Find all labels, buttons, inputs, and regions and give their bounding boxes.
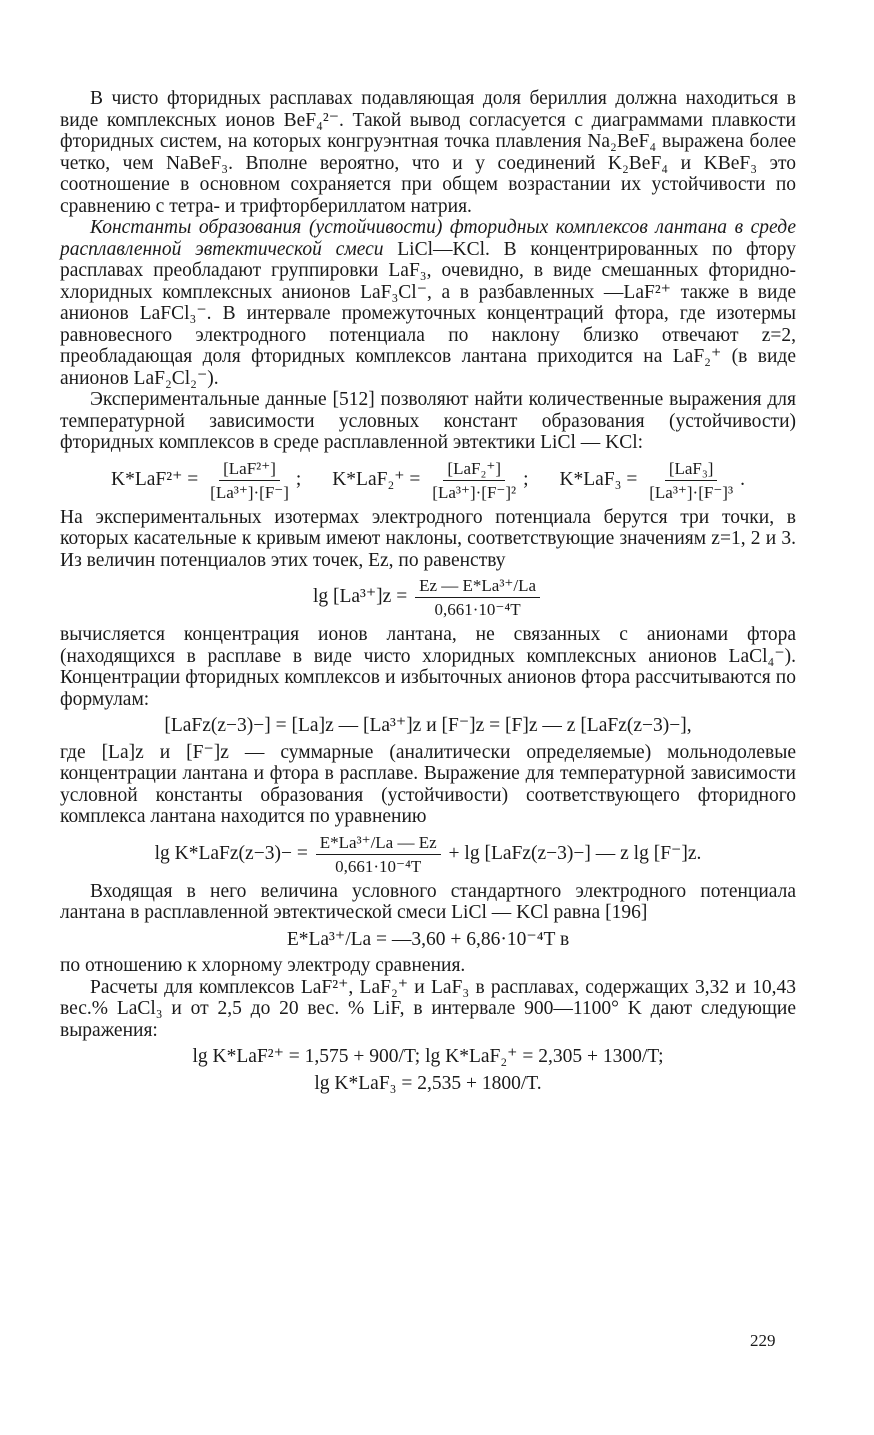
italic-heading: Константы образования (устойчивости) фторидных комплексов лантана в среде расплавленной эвтектической смеси [60, 217, 796, 260]
equation-complex-concentration: [LaFz(z−3)−] = [La]z — [La³⁺]z и [F⁻]z = [F]z — z [LaFz(z−3)−], [164, 715, 692, 736]
fraction-denominator: [La³⁺]·[F⁻]² [432, 482, 517, 502]
equation-lgK [60, 833, 796, 876]
equation-results-1: lg K*LaF²⁺ = 1,575 + 900/T; lg K*LaF₂⁺ = 2,305 + 1300/T; [192, 1046, 664, 1067]
fraction-numerator: Ez — E*La³⁺/La [415, 576, 540, 598]
paragraph-text: LiCl—KCl. В концентрированных по фтору расплавах преобладают группировки LaF₃, очевидно, в виде смешанных фторидно-хлоридных комплексных анионов LaF₃Cl⁻, а в разбавленных —LaF²⁺ также в виде анионов LaFCl₃⁻. В интервале промежуточных концентраций фтора, где изотермы равновесного электродного потенциала по наклону близко отвечают z=2, преобладающая доля фторидных комплексов лантана приходится на LaF₂⁺ (в виде анионов LaF₂Cl₂⁻). [60, 238, 796, 389]
equation-standard-potential: E*La³⁺/La = —3,60 + 6,86·10⁻⁴T в [286, 928, 570, 950]
fraction-denominator: [La³⁺]·[F⁻] [210, 482, 289, 502]
paragraph-calculations: Расчеты для комплексов LaF²⁺, LaF₂⁺ и LaF₃ в расплавах, содержащих 3,32 и 10,43 вес.% LaCl₃ и от 2,5 до 20 вес. % LiF, в интервале 900—1100° K дают следующие выражения: [60, 976, 796, 1041]
fraction-numerator: [LaF₃] [665, 459, 718, 481]
paragraph-computation: вычисляется концентрация ионов лантана, не связанных с анионами фтора (находящихся в расплаве в виде чисто хлоридных комплексных анионов LaCl₄⁻). Концентрации фторидных комплексов и избыточных анионов фтора рассчитываются по формулам: [60, 624, 796, 710]
page-body [60, 88, 796, 1099]
paragraph-reference: по отношению к хлорному электроду сравнения. [60, 955, 466, 976]
fraction [206, 459, 293, 502]
equation-results-2: lg K*LaF₃ = 2,535 + 1800/T. [314, 1072, 542, 1094]
eq-lhs: K*LaF²⁺ = [111, 468, 199, 490]
paragraph-where: где [La]z и [F⁻]z — суммарные (аналитически определяемые) мольнодолевые концентрации лантана и фтора в расплаве. Выражение для температурной зависимости условной константы образования (устойчивости) соответствующего фторидного комплекса лантана находится по уравнению [60, 741, 796, 827]
fraction-numerator: [LaF²⁺] [219, 459, 280, 481]
fraction [316, 833, 441, 876]
eq-lhs: K*LaF₃ = [559, 468, 638, 490]
paragraph-lanthanum-constants [60, 217, 796, 389]
fraction [428, 459, 520, 502]
paragraph-standard-potential: Входящая в него величина условного стандартного электродного потенциала лантана в расплавленной эвтектической смеси LiCl — KCl равна [196] [60, 880, 796, 923]
fraction-denominator: [La³⁺]·[F⁻]³ [649, 482, 734, 502]
fraction-numerator: E*La³⁺/La — Ez [316, 833, 441, 855]
paragraph-beryllium: В чисто фторидных расплавах подавляющая доля бериллия должна находиться в виде комплексных ионов BeF₄²⁻. Такой вывод согласуется с диаграммами плавкости фторидных систем, на которых конгруэнтная точка плавления Na₂BeF₄ выражена более четко, чем NaBeF₃. Вполне вероятно, что и у соединений K₂BeF₄ и KBeF₃ это соотношение в основном сохраняется при общем возрастании их устойчивости по сравнению с тетра- и трифторбериллатом натрия. [60, 88, 796, 217]
eq-lhs: lg [La³⁺]z = [312, 585, 408, 607]
paragraph-experimental: Экспериментальные данные [512] позволяют найти количественные выражения для температурной зависимости условных констант образования (устойчивости) фторидных комплексов в среде расплавленной эвтектики LiCl — KCl: [60, 389, 796, 453]
fraction-numerator: [LaF₂⁺] [443, 459, 505, 481]
eq-rhs: + lg [LaFz(z−3)−] — z lg [F⁻]z. [448, 842, 702, 864]
fraction [415, 576, 540, 619]
fraction-denominator: 0,661·10⁻⁴T [335, 856, 422, 876]
fraction [645, 459, 737, 502]
equation-la-concentration [60, 576, 796, 619]
eq-lhs: lg K*LaFz(z−3)− = [154, 842, 308, 864]
paragraph-isotherms: На экспериментальных изотермах электродного потенциала берутся три точки, в которых касательные к кривым имеют наклоны, соответствующие значениям z=1, 2 и 3. Из величин потенциалов этих точек, Ez, по равенству [60, 506, 796, 571]
eq-lhs: K*LaF₂⁺ = [332, 468, 421, 490]
fraction-denominator: 0,661·10⁻⁴T [434, 600, 521, 619]
page-number: 229 [750, 1331, 776, 1350]
equation-constants: K*LaF²⁺ = $\frac{\text{[LaF²⁺]}}{\text{[La³⁺]·[F⁻]}}$ ; K*LaF₂⁺ = $\frac{\text{[LaF₂⁺]}}{\text{[La³⁺]·[F⁻]²}}$ ; K*LaF₃ = $\frac{\text{[LaF₃]}}{\text{[La³⁺]·[F⁻]³}}$ . [111, 458, 745, 502]
